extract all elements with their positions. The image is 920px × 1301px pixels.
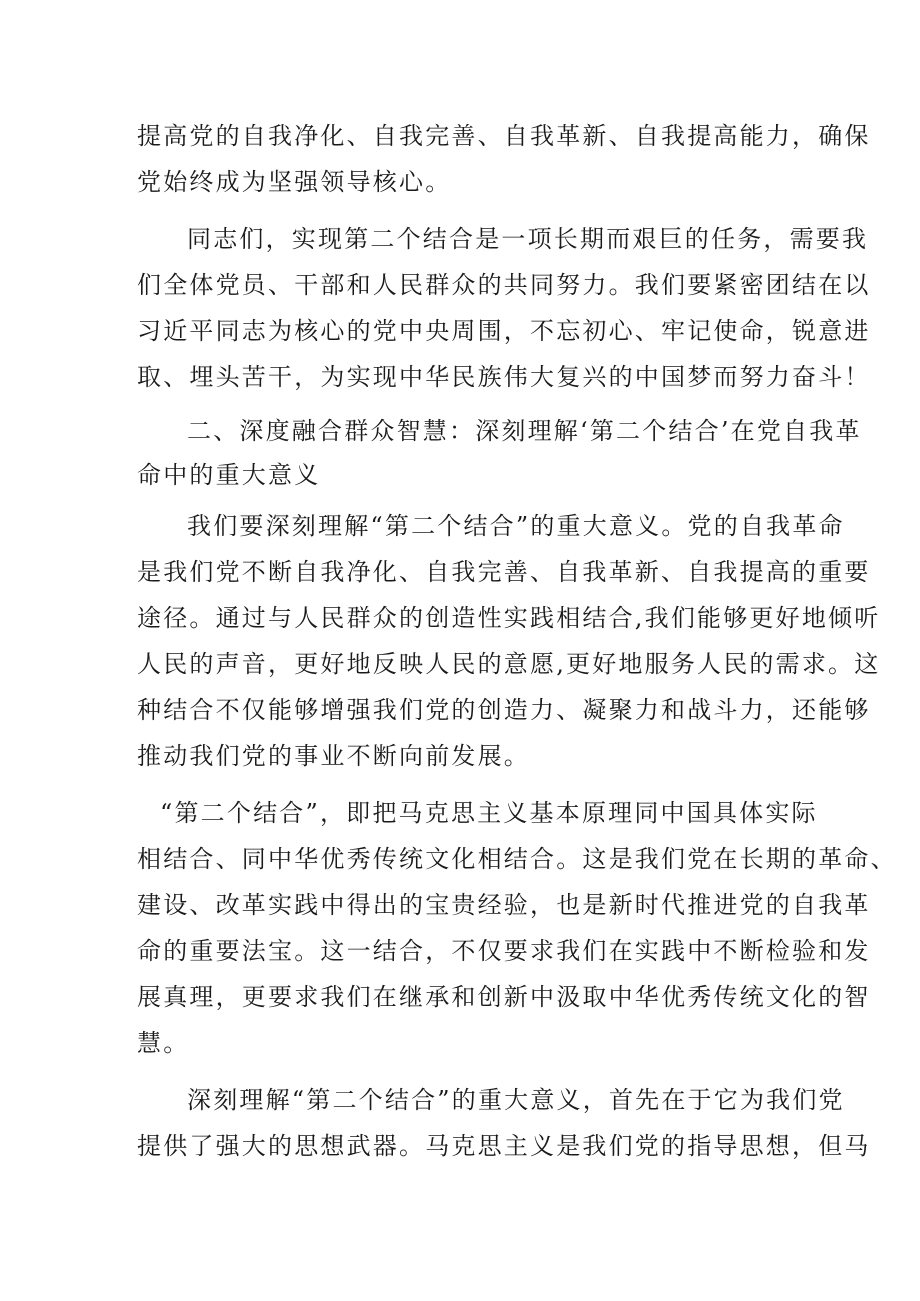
text-line: 我们要深刻理解“第二个结合”的重大意义。党的自我革命 bbox=[187, 512, 845, 540]
text-line: 慧。 bbox=[137, 1029, 190, 1057]
text-line: 党始终成为坚强领导核心。 bbox=[137, 168, 452, 196]
text-line: 命的重要法宝。这一结合，不仅要求我们在实践中不断检验和发 bbox=[137, 937, 871, 965]
text-line: 相结合、同中华优秀传统文化相结合。这是我们党在长期的革命、 bbox=[137, 845, 897, 873]
text-line: 提高党的自我净化、自我完善、自我革新、自我提高能力，确保 bbox=[137, 122, 871, 150]
text-line: 展真理，更要求我们在继承和创新中汲取中华优秀传统文化的智 bbox=[137, 983, 871, 1011]
text-line: 习近平同志为核心的党中央周围，不忘初心、牢记使命，锐意进 bbox=[137, 317, 871, 345]
text-line: 深刻理解“第二个结合”的重大意义，首先在于它为我们党 bbox=[187, 1086, 845, 1114]
text-line: 人民的声音，更好地反映人民的意愿,更好地服务人民的需求。这 bbox=[137, 650, 881, 678]
text-line: 提供了强大的思想武器。马克思主义是我们党的指导思想，但马 bbox=[137, 1132, 871, 1160]
text-line: “第二个结合”，即把马克思主义基本原理同中国具体实际 bbox=[160, 799, 818, 827]
section-heading: 二、深度融合群众智慧：深刻理解‘第二个结合’在党自我革 bbox=[187, 417, 862, 445]
text-line: 们全体党员、干部和人民群众的共同努力。我们要紧密团结在以 bbox=[137, 271, 871, 299]
section-heading: 命中的重大意义 bbox=[137, 461, 321, 489]
text-line: 是我们党不断自我净化、自我完善、自我革新、自我提高的重要 bbox=[137, 558, 871, 586]
text-line: 推动我们党的事业不断向前发展。 bbox=[137, 742, 530, 770]
text-line: 建设、改革实践中得出的宝贵经验，也是新时代推进党的自我革 bbox=[137, 891, 871, 919]
text-line: 种结合不仅能够增强我们党的创造力、凝聚力和战斗力，还能够 bbox=[137, 696, 871, 724]
text-line: 途径。通过与人民群众的创造性实践相结合,我们能够更好地倾听 bbox=[137, 604, 881, 632]
text-line: 取、埋头苦干，为实现中华民族伟大复兴的中国梦而努力奋斗！ bbox=[137, 363, 871, 391]
text-line: 同志们，实现第二个结合是一项长期而艰巨的任务，需要我 bbox=[187, 225, 869, 253]
